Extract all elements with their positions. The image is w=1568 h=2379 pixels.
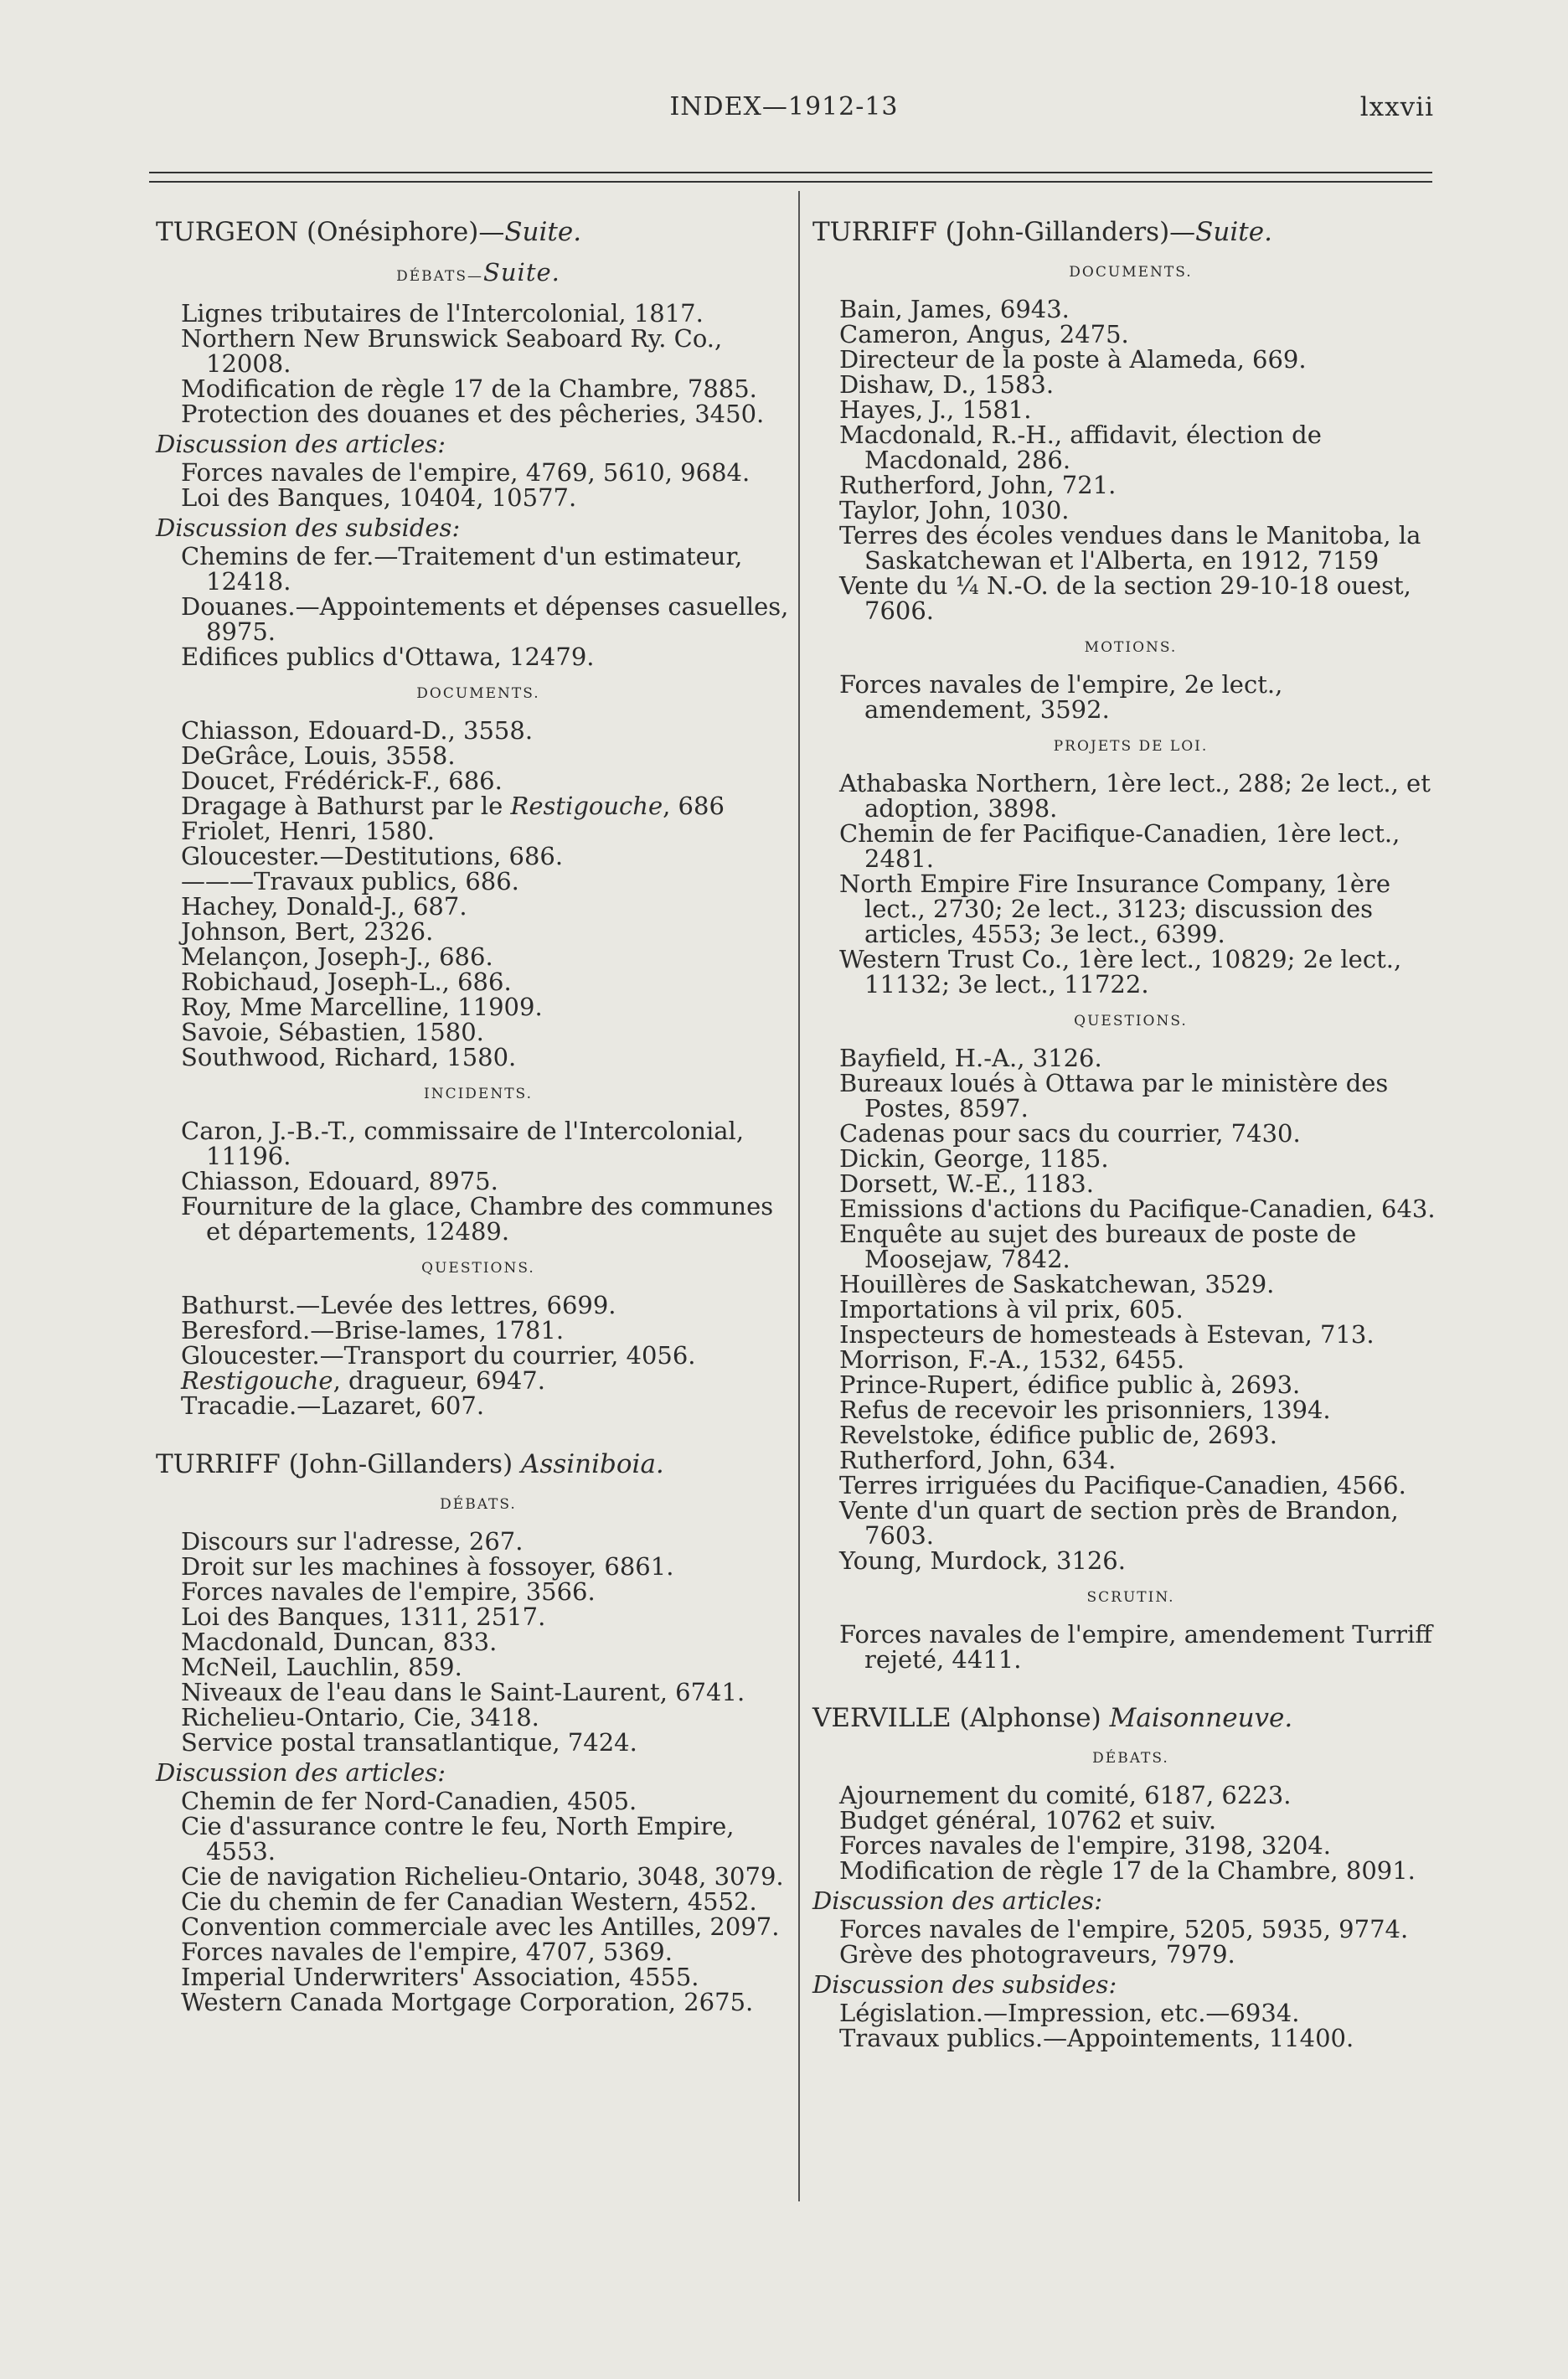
entry-heading-turriff: TURRIFF (John-Gillanders) Assiniboia. (156, 1449, 664, 1479)
index-entry: Terres des écoles vendues dans le Manitoba, la Saskatchewan et l'Alberta, en 1912, 7159 (839, 521, 1421, 575)
index-entry: North Empire Fire Insurance Company, 1ère lect., 2730; 2e lect., 3123; discussion des articles, 4553; 3e lect., 6399. (839, 870, 1391, 948)
list-debats-turriff (156, 1529, 801, 1755)
list-questions (156, 1293, 801, 1418)
section-label-debats-verville: DÉBATS. (1092, 1750, 1169, 1767)
index-entry: Cadenas pour sacs du courrier, 7430. (839, 1119, 1301, 1148)
index-entry: Législation.—Impression, etc.—6934. (839, 1999, 1300, 2027)
index-entry: Cameron, Angus, 2475. (839, 320, 1129, 348)
list-documents-right (812, 297, 1449, 623)
header-rule-top (149, 172, 1432, 173)
index-entry: Macdonald, R.-H., affidavit, élection de Macdonald, 286. (839, 421, 1322, 474)
index-entry: Bain, James, 6943. (839, 295, 1070, 323)
index-entry: Gloucester.—Destitutions, 686. (181, 842, 564, 870)
index-entry: Bureaux loués à Ottawa par le ministère des Postes, 8597. (839, 1069, 1389, 1122)
index-entry: Directeur de la poste à Alameda, 669. (839, 345, 1307, 374)
index-entry: Prince-Rupert, édifice public à, 2693. (839, 1370, 1301, 1399)
index-entry: Macdonald, Duncan, 833. (181, 1628, 498, 1656)
index-entry: Forces navales de l'empire, 2e lect., amendement, 3592. (839, 670, 1283, 724)
index-entry: Loi des Banques, 10404, 10577. (181, 483, 577, 512)
index-entry: Hayes, J., 1581. (839, 395, 1032, 424)
index-entry: Travaux publics.—Appointements, 11400. (839, 2024, 1354, 2052)
section-label-questions-right: QUESTIONS. (1074, 1013, 1188, 1030)
list-motions (812, 672, 1449, 722)
index-entry: Importations à vil prix, 605. (839, 1295, 1184, 1324)
index-entry: Grève des photograveurs, 7979. (839, 1940, 1235, 1969)
page-header (0, 92, 1568, 134)
section-label-questions: QUESTIONS. (421, 1260, 535, 1277)
index-entry: Niveaux de l'eau dans le Saint-Laurent, 6741. (181, 1678, 745, 1706)
index-entry: Forces navales de l'empire, 3198, 3204. (839, 1831, 1331, 1860)
index-entry: Cie d'assurance contre le feu, North Empire, 4553. (181, 1812, 735, 1866)
index-entry: Dishaw, D., 1583. (839, 370, 1055, 399)
index-entry: Northern New Brunswick Seaboard Ry. Co., 12008. (181, 324, 723, 378)
index-entry: Rutherford, John, 634. (839, 1446, 1117, 1474)
index-entry: Forces navales de l'empire, 3566. (181, 1577, 596, 1606)
index-entry: Johnson, Bert, 2326. (181, 917, 434, 946)
section-label-discussion-subsides: Discussion des subsides: (156, 513, 461, 542)
list-debats (156, 301, 801, 426)
section-label-debats-turriff: DÉBATS. (440, 1496, 517, 1513)
index-entry: Droit sur les machines à fossoyer, 6861. (181, 1552, 674, 1581)
list-documents (156, 718, 801, 1070)
index-entry: Cie du chemin de fer Canadian Western, 4552. (181, 1887, 757, 1916)
index-entry: Restigouche, dragueur, 6947. (181, 1366, 545, 1395)
list-incidents (156, 1118, 801, 1244)
index-entry: Service postal transatlantique, 7424. (181, 1728, 637, 1757)
section-label-discussion-articles-verville: Discussion des articles: (812, 1886, 1102, 1915)
index-entry: Lignes tributaires de l'Intercolonial, 1817. (181, 299, 704, 328)
section-label-scrutin: SCRUTIN. (1086, 1589, 1175, 1606)
list-questions-right (812, 1045, 1449, 1573)
list-discussion-articles (156, 460, 801, 510)
header-rule-bottom (149, 181, 1432, 183)
index-entry: Forces navales de l'empire, 5205, 5935, 9774. (839, 1915, 1409, 1943)
index-entry: Revelstoke, édifice public de, 2693. (839, 1421, 1277, 1449)
index-entry: Western Trust Co., 1ère lect., 10829; 2e lect., 11132; 3e lect., 11722. (839, 945, 1402, 999)
index-entry: Chiasson, Edouard, 8975. (181, 1167, 498, 1195)
page-number: lxxvii (1359, 92, 1434, 122)
index-entry: Bathurst.—Levée des lettres, 6699. (181, 1291, 616, 1319)
list-projets-de-loi (812, 771, 1449, 997)
index-entry: Forces navales de l'empire, 4769, 5610, 9684. (181, 458, 750, 487)
index-entry: Beresford.—Brise-lames, 1781. (181, 1316, 565, 1344)
section-label-projets-de-loi: PROJETS DE LOI. (1053, 738, 1209, 755)
index-entry: Friolet, Henri, 1580. (181, 817, 435, 845)
section-label-documents: DOCUMENTS. (416, 685, 540, 702)
index-entry: Athabaska Northern, 1ère lect., 288; 2e lect., et adoption, 3898. (839, 769, 1431, 823)
section-label-debats: DÉBATS—Suite. (396, 258, 560, 286)
index-entry: Enquête au sujet des bureaux de poste de Moosejaw, 7842. (839, 1220, 1357, 1273)
list-discussion-articles-turriff (156, 1788, 801, 2015)
left-column (156, 216, 801, 2015)
index-entry: Cie de navigation Richelieu-Ontario, 3048, 3079. (181, 1862, 784, 1891)
index-entry: Young, Murdock, 3126. (839, 1546, 1126, 1575)
section-label-discussion-articles: Discussion des articles: (156, 430, 446, 458)
running-title: INDEX—1912-13 (669, 92, 899, 121)
entry-heading-turgeon: TURGEON (Onésiphore)—Suite. (156, 217, 582, 247)
index-entry: Emissions d'actions du Pacifique-Canadien, 643. (839, 1195, 1436, 1223)
right-column (812, 216, 1449, 2051)
index-entry: Refus de recevoir les prisonniers, 1394. (839, 1396, 1331, 1424)
index-entry: Chemin de fer Pacifique-Canadien, 1ère lect., 2481. (839, 819, 1400, 873)
section-label-documents-right: DOCUMENTS. (1069, 264, 1193, 281)
index-entry: Melançon, Joseph-J., 686. (181, 942, 493, 971)
section-label-incidents: INCIDENTS. (423, 1086, 533, 1102)
list-discussion-subsides-verville (812, 2000, 1449, 2051)
list-scrutin (812, 1622, 1449, 1672)
index-entry: Dickin, George, 1185. (839, 1144, 1109, 1173)
index-entry: Protection des douanes et des pêcheries, 3450. (181, 400, 765, 428)
index-entry: Southwood, Richard, 1580. (181, 1043, 517, 1071)
index-entry: Vente du ¼ N.-O. de la section 29-10-18 ouest, 7606. (839, 571, 1411, 625)
index-entry: Modification de règle 17 de la Chambre, 8091. (839, 1856, 1416, 1885)
index-entry: Terres irriguées du Pacifique-Canadien, 4566. (839, 1471, 1406, 1499)
index-entry: ———Travaux publics, 686. (181, 867, 519, 895)
index-entry: Ajournement du comité, 6187, 6223. (839, 1781, 1292, 1809)
index-entry: Loi des Banques, 1311, 2517. (181, 1602, 546, 1631)
index-entry: Rutherford, John, 721. (839, 471, 1117, 499)
index-entry: Doucet, Frédérick-F., 686. (181, 766, 503, 795)
index-entry: Tracadie.—Lazaret, 607. (181, 1391, 485, 1420)
index-entry: Morrison, F.-A., 1532, 6455. (839, 1345, 1185, 1374)
index-entry: McNeil, Lauchlin, 859. (181, 1653, 462, 1681)
index-entry: Forces navales de l'empire, 4707, 5369. (181, 1938, 673, 1966)
section-label-motions: MOTIONS. (1084, 639, 1178, 656)
index-entry: Taylor, John, 1030. (839, 496, 1070, 524)
index-entry: Chemins de fer.—Traitement d'un estimateur, 12418. (181, 542, 743, 596)
index-entry: Dorsett, W.-E., 1183. (839, 1169, 1094, 1198)
list-debats-verville (812, 1783, 1449, 1883)
index-entry: Douanes.—Appointements et dépenses casuelles, 8975. (181, 592, 789, 646)
index-entry: Modification de règle 17 de la Chambre, 7885. (181, 374, 757, 403)
section-label-discussion-articles-turriff: Discussion des articles: (156, 1758, 446, 1787)
index-entry: Richelieu-Ontario, Cie, 3418. (181, 1703, 539, 1731)
entry-heading-verville: VERVILLE (Alphonse) Maisonneuve. (812, 1703, 1293, 1733)
index-entry: Robichaud, Joseph-L., 686. (181, 968, 512, 996)
index-entry: Vente d'un quart de section près de Brandon, 7603. (839, 1496, 1399, 1550)
index-entry: Dragage à Bathurst par le Restigouche, 686 (181, 792, 725, 820)
index-entry: Fourniture de la glace, Chambre des communes et départements, 12489. (181, 1192, 774, 1246)
list-discussion-articles-verville (812, 1917, 1449, 1967)
index-entry: Gloucester.—Transport du courrier, 4056. (181, 1341, 696, 1370)
index-entry: DeGrâce, Louis, 3558. (181, 741, 456, 770)
index-entry: Caron, J.-B.-T., commissaire de l'Intercolonial, 11196. (181, 1117, 745, 1170)
index-entry: Savoie, Sébastien, 1580. (181, 1018, 484, 1046)
index-entry: Roy, Mme Marcelline, 11909. (181, 993, 543, 1021)
section-label-discussion-subsides-verville: Discussion des subsides: (812, 1970, 1117, 1999)
index-entry: Budget général, 10762 et suiv. (839, 1806, 1217, 1835)
list-discussion-subsides (156, 544, 801, 669)
index-entry: Convention commerciale avec les Antilles, 2097. (181, 1912, 780, 1941)
index-entry: Houillères de Saskatchewan, 3529. (839, 1270, 1275, 1298)
index-entry: Forces navales de l'empire, amendement Turriff rejeté, 4411. (839, 1620, 1432, 1674)
index-entry: Western Canada Mortgage Corporation, 2675. (181, 1988, 754, 2016)
index-entry: Imperial Underwriters' Association, 4555. (181, 1963, 699, 1991)
index-entry: Inspecteurs de homesteads à Estevan, 713. (839, 1320, 1375, 1349)
index-entry: Chiasson, Edouard-D., 3558. (181, 716, 534, 745)
index-entry: Chemin de fer Nord-Canadien, 4505. (181, 1787, 637, 1815)
index-entry: Bayfield, H.-A., 3126. (839, 1044, 1102, 1072)
index-entry: Hachey, Donald-J., 687. (181, 892, 467, 921)
index-entry: Edifices publics d'Ottawa, 12479. (181, 642, 595, 671)
entry-heading-turriff-suite: TURRIFF (John-Gillanders)—Suite. (812, 217, 1272, 247)
index-entry: Discours sur l'adresse, 267. (181, 1527, 524, 1556)
